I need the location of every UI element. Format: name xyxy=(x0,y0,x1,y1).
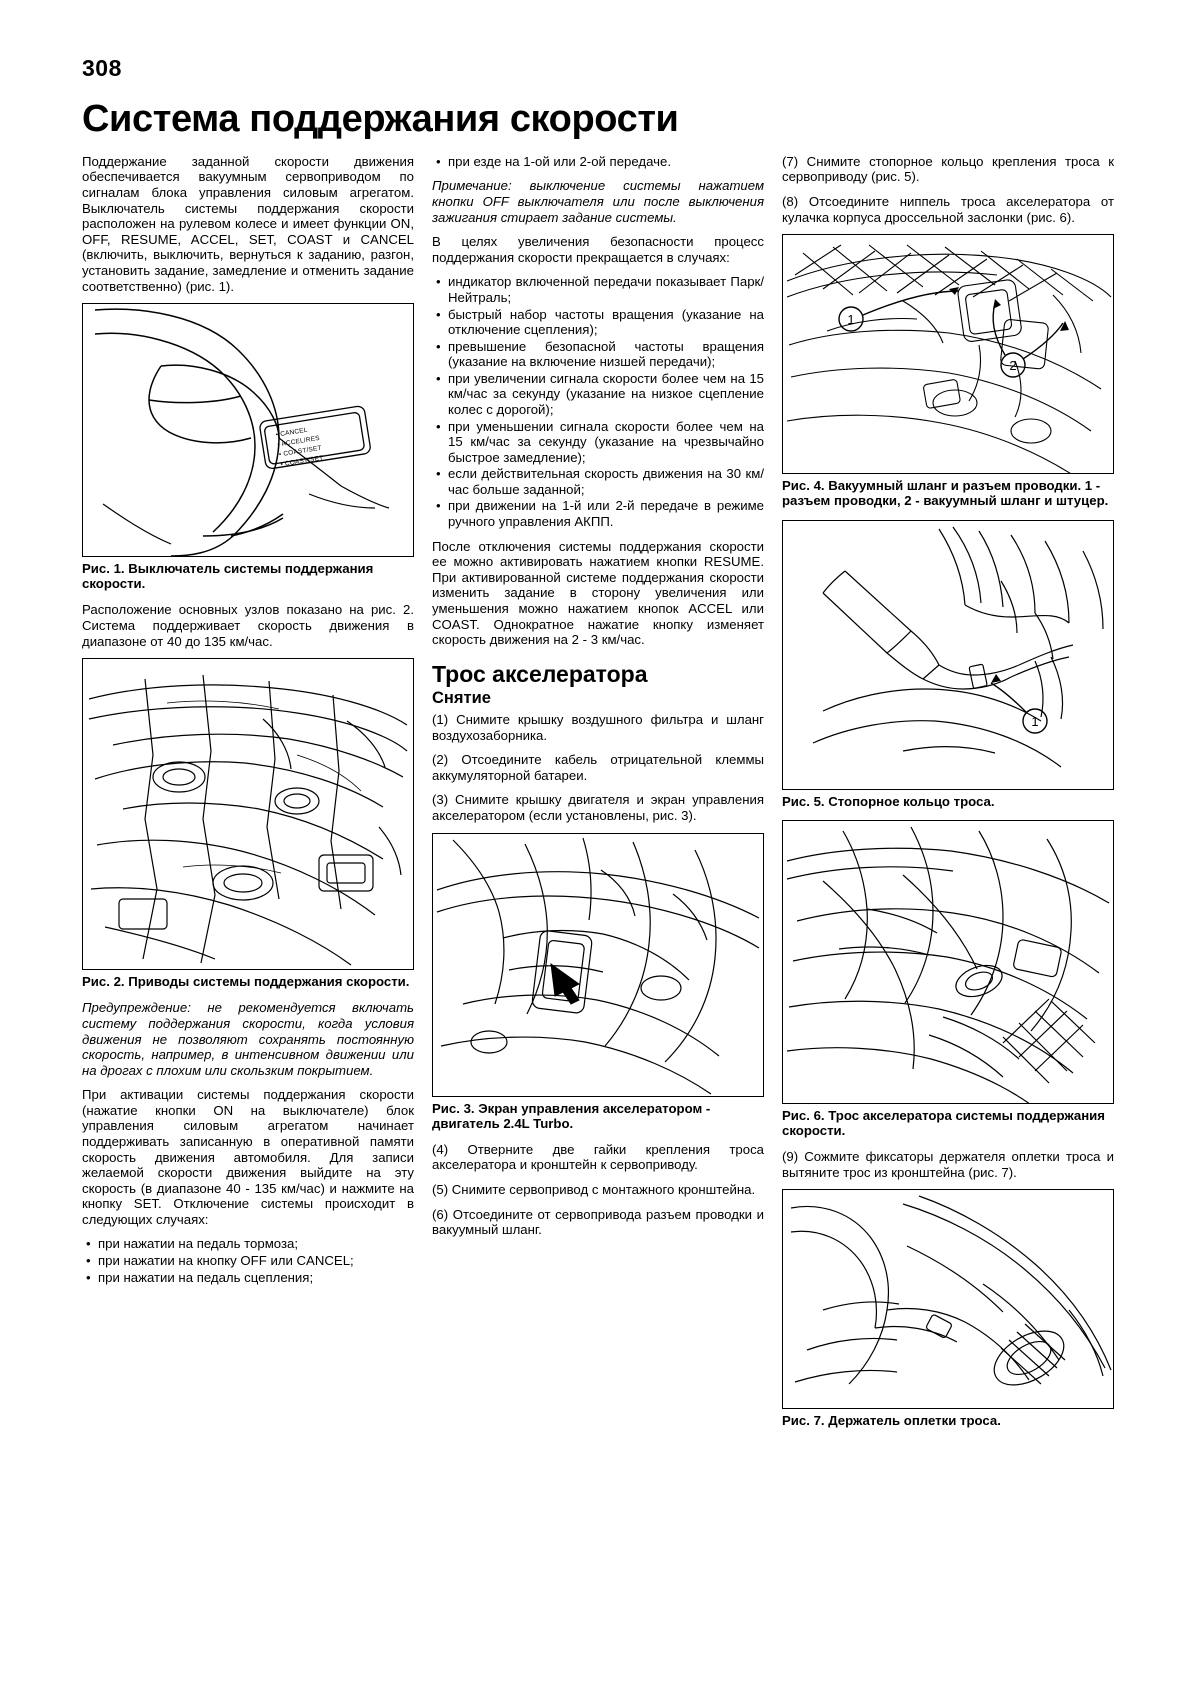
warning-paragraph xyxy=(82,1000,414,1078)
figure-5-image xyxy=(782,520,1114,790)
note-paragraph xyxy=(432,178,764,225)
figure-6-caption: Рис. 6. Трос акселератора системы поддержания скорости. xyxy=(782,1107,1105,1138)
list-item: • при нажатии на педаль сцепления; xyxy=(98,1270,414,1286)
step-1: (1) Снимите крышку воздушного фильтра и шланг воздухозаборника. xyxy=(432,712,764,743)
list-item: • при уменьшении сигнала скорости более чем на 15 км/час за секунду (указание на чрезвычайно быстрое замедление); xyxy=(448,419,764,466)
three-column-layout xyxy=(82,154,1122,1440)
step-6: (6) Отсоедините от сервопривода разъем проводки и вакуумный шланг. xyxy=(432,1206,764,1238)
list-item: • быстрый набор частоты вращения (указание на отключение сцепления); xyxy=(448,307,764,338)
deactivation-list-continued xyxy=(432,154,764,170)
components-paragraph: Расположение основных узлов показано на рис. 2. Система поддерживает скорость движения в диапазоне от 40 до 135 км/час. xyxy=(82,602,414,649)
note-lead: Примечание: xyxy=(432,178,512,194)
figure-3-caption: Рис. 3. Экран управления акселератором - двигатель 2.4L Turbo. xyxy=(432,1100,711,1131)
column-left xyxy=(82,154,414,1294)
note-text: выключение системы нажатием кнопки OFF выключателя или после выключения зажигания стирает задание системы. xyxy=(432,178,764,225)
svg-text:• ACCEL/RES: • ACCEL/RES xyxy=(276,434,321,449)
figure-4-marker-2: 2 xyxy=(1009,358,1017,374)
figure-5-marker-1: 1 xyxy=(1031,713,1039,729)
svg-text:• CANCEL: • CANCEL xyxy=(275,426,309,439)
figure-4-marker-1: 1 xyxy=(847,312,855,328)
figure-5-caption: Рис. 5. Стопорное кольцо троса. xyxy=(782,793,995,809)
list-item: • при нажатии на педаль тормоза; xyxy=(98,1236,414,1252)
intro-paragraph: Поддержание заданной скорости движения обеспечивается вакуумным сервоприводом по сигналам блока управления силовым агрегатом. Выключатель системы поддержания скорости расположен на рулевом колесе и имеет функции ON, OFF, RESUME, ACCEL, SET, COAST и CANCEL (включить, выключить, вернуться к заданию, разгон, установить задание, замедление и отменить задание соответственно) (рис. 1). xyxy=(82,153,414,294)
list-item: • при увеличении сигнала скорости более чем на 15 км/час за секунду (указание на низкое сцепление колес с дорогой); xyxy=(448,371,764,418)
step-7: (7) Снимите стопорное кольцо крепления троса к сервоприводу (рис. 5). xyxy=(782,153,1114,185)
subsection-title-removal: Снятие xyxy=(432,688,491,707)
step-9: (9) Сожмите фиксаторы держателя оплетки троса и вытяните трос из кронштейна (рис. 7). xyxy=(782,1149,1114,1180)
svg-text:• COAST/SET: • COAST/SET xyxy=(278,444,323,459)
step-8: (8) Отсоедините ниппель троса акселератора от кулачка корпуса дроссельной заслонки (рис. 6). xyxy=(782,194,1114,225)
figure-4-caption: Рис. 4. Вакуумный шланг и разъем проводки. 1 - разъем проводки, 2 - вакуумный шланг и штуцер. xyxy=(782,478,1109,509)
page-title: Система поддержания скорости xyxy=(82,98,679,140)
figure-1-image xyxy=(82,303,414,557)
list-item: • при нажатии на кнопку OFF или CANCEL; xyxy=(98,1253,414,1269)
list-item: • при движении на 1-й или 2-й передаче в режиме ручного управления АКПП. xyxy=(448,498,764,529)
deactivation-list xyxy=(82,1236,414,1285)
figure-3-image xyxy=(432,833,764,1097)
page-number: 308 xyxy=(82,55,122,81)
list-item: • индикатор включенной передачи показывает Парк/Нейтраль; xyxy=(448,274,764,305)
figure-4-image xyxy=(782,234,1114,474)
list-item: • при езде на 1-ой или 2-ой передаче. xyxy=(448,154,764,170)
safety-list xyxy=(432,274,764,529)
list-item: • превышение безопасной частоты вращения (указание на включение низшей передачи); xyxy=(448,339,764,370)
activation-paragraph: При активации системы поддержания скорости (нажатие кнопки ON на выключателе) блок управления силовым агрегатом начинает поддерживать записанную в оперативной памяти скорость движения автомобиля. Для записи желаемой скорости движения выйдите на эту скорость (в диапазоне 40 - 135 км/час) и нажмите на кнопку SET. Отключение системы происходит в следующих случаях: xyxy=(82,1087,414,1227)
figure-7-image xyxy=(782,1189,1114,1409)
figure-2-caption: Рис. 2. Приводы системы поддержания скорости. xyxy=(82,974,410,990)
safety-intro: В целях увеличения безопасности процесс поддержания скорости прекращается в случаях: xyxy=(432,234,764,265)
warning-text: не рекомендуется включать систему поддержания скорости, когда условия движения не позволяют сохранять постоянную скорость, например, в интенсивном движении или на дрогах с плохим или скользким покрытием. xyxy=(82,1000,414,1078)
svg-text:• COAST/SET: • COAST/SET xyxy=(280,454,324,469)
list-item: • если действительная скорость движения на 30 км/час больше заданной; xyxy=(448,466,764,497)
step-5: (5) Снимите сервопривод с монтажного кронштейна. xyxy=(432,1182,756,1198)
step-3: (3) Снимите крышку двигателя и экран управления акселератором (если установлены, рис. 3). xyxy=(432,792,764,823)
figure-1-caption: Рис. 1. Выключатель системы поддержания скорости. xyxy=(82,561,374,592)
section-title-cable: Трос акселератора xyxy=(432,660,648,687)
resume-paragraph: После отключения системы поддержания скорости ее можно активировать нажатием кнопки RESUME. При активированной системе поддержания скорости изменить задание в сторону увеличения или уменьшения можно нажатием кнопок ACCEL или COAST. Однократное нажатие кнопку изменяет скорость движения на 2 - 3 км/час. xyxy=(432,538,764,648)
figure-2-image xyxy=(82,658,414,970)
figure-6-image xyxy=(782,820,1114,1104)
column-right xyxy=(782,154,1114,1440)
warning-lead: Предупреждение: xyxy=(82,1000,191,1016)
column-middle xyxy=(432,154,764,1247)
step-2: (2) Отсоедините кабель отрицательной клеммы аккумуляторной батареи. xyxy=(432,752,764,783)
step-4: (4) Отверните две гайки крепления троса акселератора и кронштейн к сервоприводу. xyxy=(432,1141,764,1173)
figure-7-caption: Рис. 7. Держатель оплетки троса. xyxy=(782,1413,1001,1429)
